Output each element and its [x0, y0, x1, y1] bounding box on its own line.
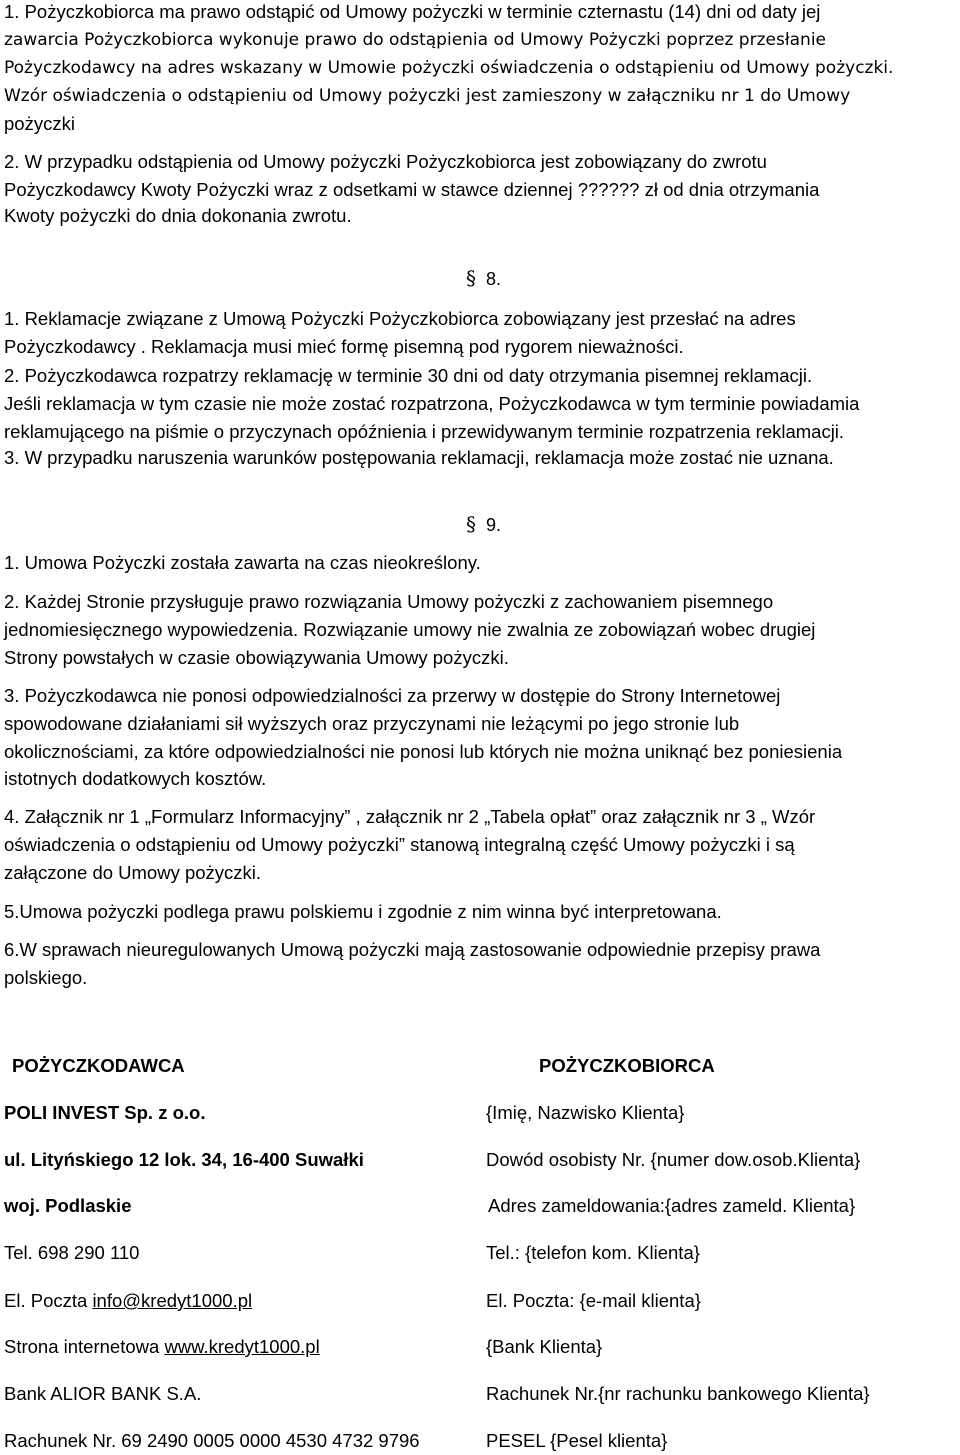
section-number: 9. [486, 515, 502, 535]
section-9-line: Strony powstałych w czasie obowiązywania Umowy pożyczki. [4, 647, 509, 668]
lender-email-label: El. Poczta [4, 1290, 93, 1311]
section-9-line: okolicznościami, za które odpowiedzialności nie ponosi lub których nie można uniknąć bez poniesienia [4, 741, 843, 762]
section-9-line: załączone do Umowy pożyczki. [4, 862, 262, 883]
section-9-line: 1. Umowa Pożyczki została zawarta na czas nieokreślony. [4, 552, 481, 573]
section-9-line: 3. Pożyczkodawca nie ponosi odpowiedzialności za przerwy w dostępie do Strony Internetowej [4, 685, 781, 706]
lender-region: woj. Podlaskie [4, 1195, 132, 1216]
section-8-line: 3. W przypadku naruszenia warunków postępowania reklamacji, reklamacja może zostać nie uznana. [4, 447, 834, 468]
section-9-line: 6.W sprawach nieuregulowanych Umową pożyczki mają zastosowanie odpowiednie przepisy prawa [4, 939, 821, 960]
section-9-line: istotnych dodatkowych kosztów. [4, 768, 267, 789]
paragraph-mark: § [466, 512, 476, 536]
section-8-heading [466, 266, 501, 291]
section-number: 8. [486, 269, 502, 289]
section-9-line: 2. Każdej Stronie przysługuje prawo rozwiązania Umowy pożyczki z zachowaniem pisemnego [4, 591, 774, 612]
borrower-email: El. Poczta: {e-mail klienta} [486, 1290, 701, 1311]
lender-email-row [4, 1289, 252, 1313]
section-9-line: 4. Załącznik nr 1 „Formularz Informacyjny” , załącznik nr 2 „Tabela opłat” oraz załącznik nr 3 „ Wzór [4, 806, 816, 827]
section-8-line: Jeśli reklamacja w tym czasie nie może zostać rozpatrzona, Pożyczkodawca w tym terminie powiadamia [4, 393, 860, 414]
section-9-heading [466, 512, 501, 537]
section-7-line: zawarcia Pożyczkobiorca wykonuje prawo do odstąpienia od Umowy Pożyczki poprzez przesłanie [4, 30, 827, 50]
section-8-line: reklamującego na piśmie o przyczynach opóźnienia i przewidywanym terminie rozpatrzenia reklamacji. [4, 421, 845, 442]
lender-website-label: Strona internetowa [4, 1336, 165, 1357]
section-9-line: jednomiesięcznego wypowiedzenia. Rozwiązanie umowy nie zwalnia ze zobowiązań wobec drugiej [4, 619, 816, 640]
section-8-line: 1. Reklamacje związane z Umową Pożyczki Pożyczkobiorca zobowiązany jest przesłać na adres [4, 308, 796, 329]
borrower-phone: Tel.: {telefon kom. Klienta} [486, 1242, 700, 1263]
lender-website-row [4, 1335, 320, 1359]
borrower-account: Rachunek Nr.{nr rachunku bankowego Klienta} [486, 1383, 870, 1404]
lender-phone: Tel. 698 290 110 [4, 1242, 140, 1263]
lender-street: ul. Lityńskiego 12 lok. 34, 16-400 Suwałki [4, 1149, 364, 1170]
section-8-line: Pożyczkodawcy . Reklamacja musi mieć formę pisemną pod rygorem nieważności. [4, 336, 684, 357]
borrower-address: Adres zameldowania:{adres zameld. Klienta} [488, 1195, 856, 1216]
section-9-line: spowodowane działaniami sił wyższych oraz przyczynami nie leżącymi po jego stronie lub [4, 713, 740, 734]
lender-website-link[interactable]: www.kredyt1000.pl [164, 1336, 320, 1357]
borrower-bank: {Bank Klienta} [486, 1336, 603, 1357]
section-7-line: 1. Pożyczkobiorca ma prawo odstąpić od Umowy pożyczki w terminie czternastu (14) dni od daty jej [4, 1, 821, 22]
section-8-line: 2. Pożyczkodawca rozpatrzy reklamację w terminie 30 dni od daty otrzymania pisemnej reklamacji. [4, 365, 813, 386]
lender-heading: POŻYCZKODAWCA [12, 1055, 185, 1076]
section-9-line: 5.Umowa pożyczki podlega prawu polskiemu i zgodnie z nim winna być interpretowana. [4, 901, 722, 922]
section-7-line: pożyczki [4, 113, 75, 134]
section-9-line: oświadczenia o odstąpieniu od Umowy pożyczki” stanową integralną część Umowy pożyczki i są [4, 834, 795, 855]
section-7-line: Pożyczkodawcy Kwoty Pożyczki wraz z odsetkami w stawce dziennej ?????? zł od dnia otrzymania [4, 179, 820, 200]
section-7-line: Wzór oświadczenia o odstąpieniu od Umowy pożyczki jest zamieszony w załączniku nr 1 do Umowy [4, 86, 851, 106]
borrower-id-document: Dowód osobisty Nr. {numer dow.osob.Klienta} [486, 1149, 861, 1170]
lender-account: Rachunek Nr. 69 2490 0005 0000 4530 4732 9796 [4, 1430, 420, 1451]
lender-bank: Bank ALIOR BANK S.A. [4, 1383, 202, 1404]
borrower-heading: POŻYCZKOBIORCA [539, 1055, 715, 1076]
section-7-line: 2. W przypadku odstąpienia od Umowy pożyczki Pożyczkobiorca jest zobowiązany do zwrotu [4, 151, 767, 172]
paragraph-mark: § [466, 266, 476, 290]
section-7-line: Kwoty pożyczki do dnia dokonania zwrotu. [4, 205, 352, 226]
borrower-pesel: PESEL {Pesel klienta} [486, 1430, 668, 1451]
borrower-name: {Imię, Nazwisko Klienta} [486, 1102, 685, 1123]
section-7-line: Pożyczkodawcy na adres wskazany w Umowie pożyczki oświadczenia o odstąpieniu od Umowy pożyczki. [4, 58, 894, 78]
lender-email-link[interactable]: info@kredyt1000.pl [92, 1290, 253, 1311]
lender-company: POLI INVEST Sp. z o.o. [4, 1102, 206, 1123]
section-9-line: polskiego. [4, 967, 88, 988]
